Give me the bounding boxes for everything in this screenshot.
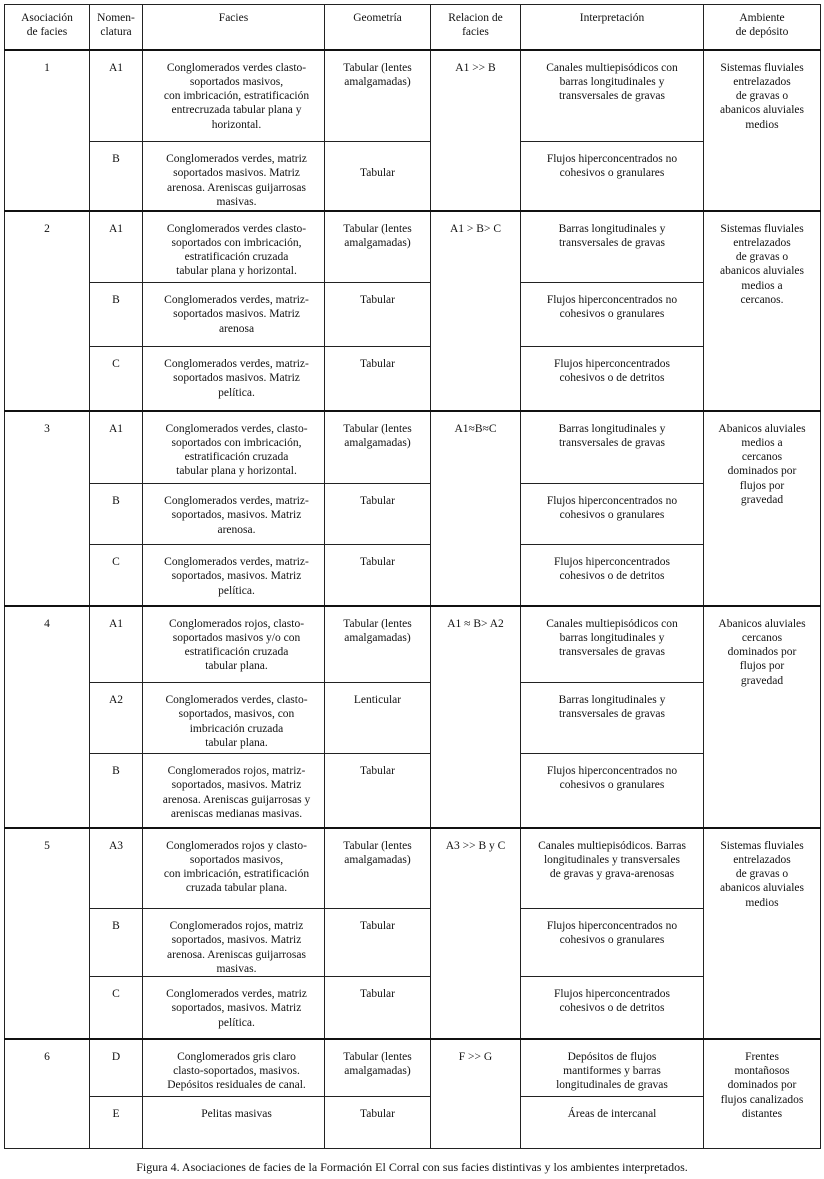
table-row [5, 347, 821, 411]
cell-geometria [325, 484, 431, 545]
header-nomenclatura: Nomen- clatura [90, 5, 143, 50]
table-row [5, 411, 821, 484]
cell-relacion [431, 828, 521, 1039]
cell-geometria [325, 283, 431, 347]
cell-facies [143, 1097, 325, 1149]
cell-interpretacion-text: Flujos hiperconcentrados cohesivos o de detritos [554, 556, 670, 583]
cell-nomenclatura [90, 1039, 143, 1097]
cell-nomenclatura-text: C [112, 988, 120, 1001]
cell-interpretacion [521, 484, 704, 545]
table-row [5, 1039, 821, 1097]
cell-geometria [325, 606, 431, 683]
cell-facies [143, 411, 325, 484]
cell-nomenclatura [90, 754, 143, 828]
cell-nomenclatura-text: A1 [108, 617, 124, 630]
cell-relacion [431, 411, 521, 606]
cell-relacion [431, 50, 521, 211]
cell-geometria-text: Tabular (lentes amalgamadas) [343, 222, 412, 249]
cell-interpretacion-text: Flujos hiperconcentrados no cohesivos o granulares [546, 920, 678, 947]
cell-geometria [325, 50, 431, 142]
cell-interpretacion-text: Depósitos de flujos mantiformes y barras longitudinales de gravas [556, 1050, 668, 1092]
cell-interpretacion [521, 909, 704, 977]
cell-ambiente [704, 1039, 821, 1149]
cell-geometria [325, 347, 431, 411]
table-row [5, 754, 821, 828]
cell-facies-text: Conglomerados verdes, matriz soportados masivos. Matriz arenosa. Areniscas guijarrosas masivas. [166, 153, 307, 208]
cell-geometria [325, 977, 431, 1039]
cell-facies-text: Conglomerados verdes clasto- soportados masivos, con imbricación, estratificación entrecruzada tabular plana y horizontal. [163, 61, 310, 131]
cell-asociacion [5, 828, 90, 1039]
cell-interpretacion-text: Barras longitudinales y transversales de gravas [558, 422, 666, 449]
cell-geometria-text: Tabular [360, 920, 395, 932]
cell-geometria [325, 545, 431, 606]
cell-interpretacion-text: Flujos hiperconcentrados cohesivos o de detritos [554, 988, 670, 1015]
cell-nomenclatura [90, 545, 143, 606]
cell-ambiente [704, 828, 821, 1039]
cell-interpretacion-text: Canales multiepisódicos con barras longitudinales y transversales de gravas [546, 617, 678, 659]
cell-ambiente [704, 606, 821, 828]
cell-relacion-text: A1≈B≈C [454, 422, 497, 435]
cell-nomenclatura [90, 484, 143, 545]
cell-interpretacion [521, 754, 704, 828]
cell-relacion-text: A1 >> B [455, 61, 496, 74]
cell-asociacion-text: 4 [44, 617, 50, 630]
table-row [5, 828, 821, 909]
cell-relacion [431, 1039, 521, 1149]
cell-facies [143, 683, 325, 754]
cell-nomenclatura-text: B [112, 294, 120, 306]
cell-geometria-text: Lenticular [353, 694, 402, 706]
cell-asociacion [5, 211, 90, 411]
cell-interpretacion [521, 283, 704, 347]
cell-facies-text: Conglomerados verdes, matriz- soportados, masivos. Matriz arenosa. [164, 495, 309, 536]
table-body [5, 50, 821, 1149]
figure-caption: Figura 4. Asociaciones de facies de la Formación El Corral con sus facies distintivas y los ambientes interpretados. [136, 1160, 688, 1174]
cell-geometria [325, 683, 431, 754]
cell-relacion-text: A1 > B> C [450, 222, 501, 235]
cell-facies [143, 977, 325, 1039]
cell-relacion [431, 606, 521, 828]
cell-facies-text: Conglomerados verdes clasto- soportados con imbricación, estratificación cruzada tabular plana y horizontal. [166, 222, 307, 278]
cell-nomenclatura-text: B [112, 920, 120, 932]
table-row [5, 142, 821, 211]
header-ambiente: Ambiente de depósito [704, 5, 821, 50]
cell-relacion-text: F >> G [458, 1050, 493, 1063]
cell-geometria [325, 1097, 431, 1149]
cell-facies-text: Conglomerados rojos, matriz soportados, masivos. Matriz arenosa. Areniscas guijarrosas masivas. [167, 920, 306, 975]
table-row [5, 283, 821, 347]
cell-ambiente-text: Sistemas fluviales entrelazados de gravas o abanicos aluviales medios a cercanos. [720, 222, 804, 306]
cell-geometria [325, 411, 431, 484]
cell-interpretacion [521, 1039, 704, 1097]
cell-facies-text: Pelitas masivas [201, 1108, 272, 1121]
cell-interpretacion [521, 411, 704, 484]
cell-nomenclatura-text: E [112, 1108, 120, 1121]
cell-facies-text: Conglomerados gris claro clasto-soportados, masivos. Depósitos residuales de canal. [167, 1050, 306, 1092]
cell-geometria [325, 909, 431, 977]
cell-geometria-text: Tabular (lentes amalgamadas) [343, 1050, 412, 1077]
cell-geometria-text: Tabular (lentes amalgamadas) [343, 422, 412, 449]
cell-asociacion-text: 1 [44, 61, 50, 74]
cell-ambiente [704, 50, 821, 211]
table-row [5, 1097, 821, 1149]
cell-geometria-text: Tabular [360, 167, 395, 180]
cell-nomenclatura [90, 283, 143, 347]
table-row [5, 606, 821, 683]
cell-ambiente-text: Sistemas fluviales entrelazados de gravas o abanicos aluviales medios [720, 839, 804, 909]
cell-nomenclatura-text: B [112, 153, 120, 165]
table-row [5, 211, 821, 283]
cell-nomenclatura-text: C [112, 358, 120, 370]
cell-nomenclatura-text: B [112, 765, 120, 777]
cell-interpretacion [521, 828, 704, 909]
cell-nomenclatura [90, 606, 143, 683]
cell-facies [143, 484, 325, 545]
cell-asociacion-text: 3 [44, 422, 50, 435]
table-row [5, 909, 821, 977]
table-row [5, 484, 821, 545]
cell-interpretacion [521, 545, 704, 606]
facies-association-table [4, 4, 821, 1149]
cell-nomenclatura [90, 909, 143, 977]
cell-geometria [325, 142, 431, 211]
cell-ambiente [704, 211, 821, 411]
cell-interpretacion [521, 977, 704, 1039]
cell-facies [143, 50, 325, 142]
cell-geometria-text: Tabular [360, 294, 395, 306]
cell-interpretacion-text: Flujos hiperconcentrados no cohesivos o granulares [546, 765, 678, 792]
cell-nomenclatura [90, 683, 143, 754]
header-asociacion: Asociación de facies [5, 5, 90, 50]
cell-facies-text: Conglomerados rojos y clasto- soportados masivos, con imbricación, estratificación cruzada tabular plana. [163, 839, 310, 895]
cell-facies [143, 211, 325, 283]
cell-facies [143, 545, 325, 606]
cell-nomenclatura [90, 347, 143, 411]
cell-asociacion-text: 5 [44, 839, 50, 852]
cell-geometria-text: Tabular [360, 495, 395, 507]
cell-facies [143, 347, 325, 411]
cell-facies [143, 1039, 325, 1097]
header-facies: Facies [143, 5, 325, 50]
cell-asociacion [5, 606, 90, 828]
header-relacion: Relacion de facies [431, 5, 521, 50]
cell-interpretacion [521, 211, 704, 283]
cell-geometria-text: Tabular (lentes amalgamadas) [343, 61, 412, 88]
cell-interpretacion-text: Flujos hiperconcentrados no cohesivos o granulares [546, 153, 678, 180]
cell-facies [143, 142, 325, 211]
cell-nomenclatura-text: A1 [108, 222, 124, 235]
cell-facies-text: Conglomerados verdes, matriz- soportados masivos. Matriz pelítica. [164, 358, 309, 399]
cell-facies-text: Conglomerados rojos, matriz- soportados, masivos. Matriz arenosa. Areniscas guijarrosas y areniscas medianas masivas. [162, 765, 311, 820]
cell-nomenclatura-text: B [112, 495, 120, 507]
cell-interpretacion [521, 606, 704, 683]
header-geometria: Geometría [325, 5, 431, 50]
cell-geometria [325, 828, 431, 909]
table-row [5, 683, 821, 754]
cell-facies-text: Conglomerados verdes, matriz soportados, masivos. Matriz pelítica. [166, 988, 307, 1029]
cell-ambiente-text: Sistemas fluviales entrelazados de gravas o abanicos aluviales medios [720, 61, 804, 131]
cell-nomenclatura [90, 977, 143, 1039]
cell-relacion-text: A3 >> B y C [445, 839, 506, 852]
cell-asociacion [5, 50, 90, 211]
cell-facies [143, 909, 325, 977]
cell-facies [143, 754, 325, 828]
cell-geometria [325, 211, 431, 283]
cell-nomenclatura-text: A3 [108, 839, 124, 852]
cell-geometria-text: Tabular [360, 358, 395, 370]
cell-nomenclatura [90, 1097, 143, 1149]
cell-interpretacion-text: Flujos hiperconcentrados cohesivos o de detritos [554, 358, 670, 385]
cell-geometria-text: Tabular [360, 988, 395, 1001]
cell-nomenclatura-text: A1 [108, 422, 124, 435]
cell-facies-text: Conglomerados verdes, matriz- soportados masivos. Matriz arenosa [164, 294, 309, 335]
cell-facies [143, 283, 325, 347]
cell-nomenclatura-text: A2 [108, 694, 124, 706]
cell-ambiente-text: Frentes montañosos dominados por flujos canalizados distantes [720, 1050, 804, 1120]
cell-nomenclatura [90, 211, 143, 283]
cell-nomenclatura [90, 411, 143, 484]
cell-facies [143, 828, 325, 909]
cell-facies [143, 606, 325, 683]
cell-interpretacion-text: Flujos hiperconcentrados no cohesivos o granulares [546, 495, 678, 522]
cell-interpretacion-text: Barras longitudinales y transversales de gravas [558, 222, 666, 249]
cell-relacion [431, 211, 521, 411]
cell-interpretacion-text: Áreas de intercanal [567, 1108, 657, 1121]
cell-relacion-text: A1 ≈ B> A2 [447, 617, 504, 630]
cell-facies-text: Conglomerados rojos, clasto- soportados masivos y/o con estratificación cruzada tabular plana. [168, 617, 305, 673]
header-interpretacion: Interpretación [521, 5, 704, 50]
cell-interpretacion-text: Flujos hiperconcentrados no cohesivos o granulares [546, 294, 678, 321]
cell-nomenclatura [90, 50, 143, 142]
cell-asociacion [5, 1039, 90, 1149]
cell-geometria-text: Tabular [360, 765, 395, 777]
cell-geometria-text: Tabular (lentes amalgamadas) [343, 617, 412, 644]
cell-nomenclatura-text: C [112, 556, 120, 568]
cell-interpretacion-text: Canales multiepisódicos con barras longitudinales y transversales de gravas [546, 61, 678, 103]
cell-interpretacion [521, 142, 704, 211]
cell-interpretacion-text: Canales multiepisódicos. Barras longitudinales y transversales de gravas y grava-arenosas [538, 839, 686, 881]
cell-asociacion-text: 2 [44, 222, 50, 235]
table-row [5, 545, 821, 606]
cell-geometria-text: Tabular [360, 556, 395, 568]
cell-asociacion [5, 411, 90, 606]
cell-nomenclatura-text: D [111, 1050, 121, 1063]
table-row [5, 50, 821, 142]
cell-interpretacion [521, 683, 704, 754]
cell-geometria [325, 754, 431, 828]
cell-asociacion-text: 6 [44, 1050, 50, 1063]
cell-interpretacion [521, 1097, 704, 1149]
cell-ambiente-text: Abanicos aluviales medios a cercanos dominados por flujos por gravedad [718, 422, 806, 506]
cell-facies-text: Conglomerados verdes, clasto- soportados con imbricación, estratificación cruzada tabular plana y horizontal. [165, 422, 308, 478]
cell-interpretacion-text: Barras longitudinales y transversales de gravas [558, 694, 666, 721]
cell-geometria-text: Tabular [360, 1108, 395, 1121]
table-row [5, 977, 821, 1039]
cell-facies-text: Conglomerados verdes, clasto- soportados, masivos, con imbricación cruzada tabular plana. [165, 694, 308, 749]
cell-nomenclatura [90, 142, 143, 211]
cell-geometria [325, 1039, 431, 1097]
cell-geometria-text: Tabular (lentes amalgamadas) [343, 839, 412, 866]
cell-ambiente-text: Abanicos aluviales cercanos dominados por flujos por gravedad [718, 617, 806, 687]
cell-interpretacion [521, 50, 704, 142]
cell-nomenclatura-text: A1 [108, 61, 124, 74]
cell-ambiente [704, 411, 821, 606]
cell-facies-text: Conglomerados verdes, matriz- soportados, masivos. Matriz pelítica. [164, 556, 309, 597]
cell-interpretacion [521, 347, 704, 411]
cell-nomenclatura [90, 828, 143, 909]
